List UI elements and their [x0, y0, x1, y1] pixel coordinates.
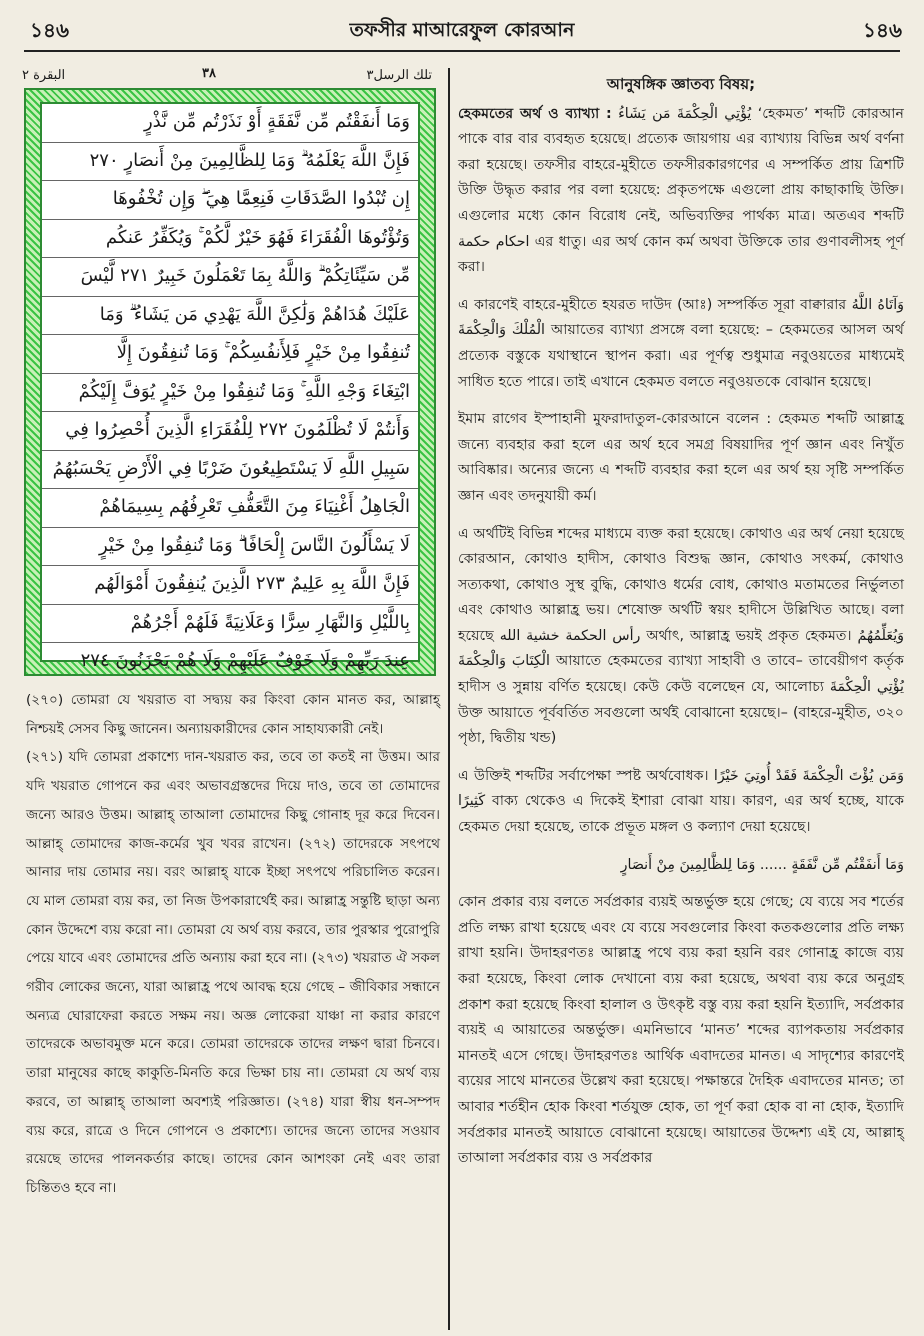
- quran-line: تُنفِقُوا مِنْ خَيْرٍ فَلِأَنفُسِكُمْ ۚ وَمَا تُنفِقُونَ إِلَّا: [42, 335, 418, 374]
- arabic-quote: يُؤْتِي الْحِكْمَةَ: [829, 679, 904, 696]
- commentary-paragraph: [458, 293, 904, 395]
- left-column: [22, 66, 440, 1326]
- commentary-paragraph: [458, 522, 904, 752]
- arabic-quote: وَيُعَلِّمُهُمُ الْكِتَابَ وَالْحِكْمَةَ: [458, 627, 905, 670]
- para-label: تلك الرسل٣: [366, 68, 432, 83]
- commentary-paragraph: [458, 764, 904, 841]
- arabic-quote: وَمَن يُؤْتَ الْحِكْمَةَ: [802, 767, 904, 784]
- paragraph-text: শব্দটি কোরআন পাকে বার বার ব্যবহৃত হয়েছে। প্রত্যেক জায়গায় এর ব্যাখ্যায় বিভিন্ন অর্থ বর্ণনা করা হয়েছে। তফসীর বাহরে-মুহীতে তফসীরকারগণের এ সম্পর্কিত প্রায় ত্রিশটি উক্তি উদ্ধৃত করার পর বলা হয়েছে: প্রকৃতপক্ষে এগুলো প্রায় কাছাকাছি উক্তি। এগুলোর মধ্যে কোন বিরোধ নেই, অভিব্যক্তির পার্থক্য মাত্র। অতএব শব্দটি احكام حكمة এর ধাতু। এর অর্থ কোন কর্ম অথবা উক্তিকে তার গুণাবলীসহ পূর্ণ করা।: [458, 105, 904, 276]
- quran-line: الْجَاهِلُ أَغْنِيَاءَ مِنَ التَّعَفُّفِ تَعْرِفُهُم بِسِيمَاهُمْ: [42, 489, 418, 528]
- paragraph-text: এ উক্তিই শব্দটির সর্বাপেক্ষা স্পষ্ট অর্থবোধক।: [458, 767, 709, 784]
- quran-line: سَبِيلِ اللَّهِ لَا يَسْتَطِيعُونَ ضَرْبًا فِي الْأَرْضِ يَحْسَبُهُمُ: [42, 451, 418, 490]
- quran-line: لَا يَسْأَلُونَ النَّاسَ إِلْحَافًا ۗ وَمَا تُنفِقُوا مِنْ خَيْرٍ: [42, 528, 418, 567]
- quran-line: وَمَا أَنفَقْتُم مِّن نَّفَقَةٍ أَوْ نَذَرْتُم مِّن نَّذْرٍ: [42, 104, 418, 143]
- surah-label: البقرة ٢: [22, 68, 66, 83]
- paragraph-text: অর্থাৎ, আল্লাহ্র ভয়ই প্রকৃত হেকমত।: [646, 627, 852, 644]
- page-header: [0, 0, 924, 58]
- right-column: [458, 66, 904, 1330]
- paragraph-text: উক্ত আয়াতে পূর্ববর্তিত সবগুলো অর্থই বোঝানো হয়েছে।– (বাহরে-মুহীত, ৩২০ পৃষ্ঠা, দ্বিতীয় খন্ড): [458, 704, 904, 747]
- quran-line: فَإِنَّ اللَّهَ بِهِ عَلِيمٌ ٢٧٣ الَّذِينَ يُنفِقُونَ أَمْوَالَهُم: [42, 566, 418, 605]
- quran-panel-header: [22, 66, 440, 88]
- arabic-quote: فَقَدْ أُوتِيَ خَيْرًا كَثِيرًا: [458, 767, 798, 810]
- quran-line: إِن تُبْدُوا الصَّدَقَاتِ فَنِعِمَّا هِيَ ۖ وَإِن تُخْفُوهَا: [42, 181, 418, 220]
- quran-line: ابْتِغَاءَ وَجْهِ اللَّهِ ۚ وَمَا تُنفِقُوا مِنْ خَيْرٍ يُوَفَّ إِلَيْكُمْ: [42, 374, 418, 413]
- arabic-quote: وَآتَاهُ اللَّهُ الْمُلْكَ وَالْحِكْمَةَ: [458, 296, 904, 339]
- paragraph-text: এ কারণেই বাহরে-মুহীতে হযরত দাউদ (আঃ) সম্পর্কিত সূরা বাক্বারার: [458, 296, 847, 313]
- page-number-right: ১৪৬: [863, 18, 902, 42]
- quran-text-panel: [40, 102, 420, 671]
- translation-block: [26, 686, 440, 1203]
- paragraph-text: আয়াতের ব্যাখ্যা প্রসঙ্গে বলা হয়েছে: – হেকমতের আসল অর্থ প্রত্যেক বস্তুকে যথাস্থানে স্থাপন করা। এর পূর্ণত্ব শুধুমাত্র নবুওয়তের মাধ্যমেই সাধিত হতে পারে। তাই এখানে হেকমত বলতে নবুওয়তকে বোঝান হয়েছে।: [458, 322, 904, 390]
- quran-line: عَلَيْكَ هُدَاهُمْ وَلَٰكِنَّ اللَّهَ يَهْدِي مَن يَشَاءُ ۗ وَمَا: [42, 297, 418, 336]
- term-quote: ‘হেকমত’: [757, 105, 809, 122]
- quran-line: وَتُؤْتُوهَا الْفُقَرَاءَ فَهُوَ خَيْرٌ لَّكُمْ ۚ وَيُكَفِّرُ عَنكُم: [42, 220, 418, 259]
- subheading: হেকমতের অর্থ ও ব্যাখ্যা :: [458, 105, 612, 122]
- arabic-quote: يُؤْتِي الْحِكْمَةَ مَن يَشَاءُ: [618, 105, 752, 122]
- paragraph-text: বাক্য থেকেও এ দিকেই ইশারা বোঝা যায়। কারণ, এর অর্থ হচ্ছে, যাকে হেকমত দেয়া হয়েছে, তাকে প্রভূত মঙ্গল ও কল্যাণ দেয়া হয়েছে।: [458, 793, 905, 836]
- paragraph-text: আয়াতে হেকমতের ব্যাখ্যা সাহাবী ও তাবে– তাবেয়ীগণ কর্তৃক হাদীস ও সুন্নায় বর্ণিত হয়েছে। কেউ কেউ বলেছেন যে, আলোচ্য: [458, 653, 904, 696]
- translation-paragraph: (২৭১) যদি তোমরা প্রকাশ্যে দান-খয়রাত কর, তবে তা কতই না উত্তম। আর যদি খয়রাত গোপনে কর এবং অভাবগ্রস্তদের দিয়ে দাও, তবে তা তোমাদের জন্যে আরও উত্তম। আল্লাহ্ তাআলা তোমাদের কিছু গোনাহ দূর করে দিবেন। আল্লাহ্ তোমাদের কাজ-কর্মের খুব খবর রাখেন। (২৭২) তাদেরকে সৎপথে আনার দায় তোমার নয়। বরং আল্লাহ্ যাকে ইচ্ছা সৎপথে পরিচালিত করেন। যে মাল তোমরা ব্যয় কর, তা নিজ উপকারার্থেই কর। আল্লাহ্র সন্তুষ্টি ছাড়া অন্য কোন উদ্দেশে ব্যয় করো না। তোমরা যে অর্থ ব্যয় করবে, তার পুরস্কার পুরোপুরি পেয়ে যাবে এবং তোমাদের প্রতি অন্যায় করা হবে না। (২৭৩) খয়রাত ঐ সকল গরীব লোকের জন্যে, যারা আল্লাহ্র পথে আবদ্ধ হয়ে গেছে – জীবিকার সন্ধানে অন্যত্র ঘোরাফেরা করতে সক্ষম নয়। অজ্ঞ লোকেরা যাঞ্চা না করার কারণে তাদেরকে অভাবমুক্ত মনে করে। তোমরা তাদেরকে তাদের লক্ষণ দ্বারা চিনবে। তারা মানুষের কাছে কাকুতি-মিনতি করে ভিক্ষা চায় না। তোমরা যে অর্থ ব্যয় করবে, তা আল্লাহ্ তাআলা অবশ্যই পরিজ্ঞাত। (২৭৪) যারা স্বীয় ধন-সম্পদ ব্যয় করে, রাত্রে ও দিনে গোপনে ও প্রকাশ্যে। তাদের জন্যে তাদের সওয়াব রয়েছে তাদের পালনকর্তার কাছে। তাদের কোন আশংকা নেই এবং তারা চিন্তিতও হবে না।: [26, 749, 441, 1196]
- quran-line: عِندَ رَبِّهِمْ وَلَا خَوْفٌ عَلَيْهِمْ وَلَا هُمْ يَحْزَنُونَ ٢٧٤: [80, 650, 410, 671]
- quran-line: فَإِنَّ اللَّهَ يَعْلَمُهُ ۗ وَمَا لِلظَّالِمِينَ مِنْ أَنصَارٍ ٢٧٠: [42, 143, 418, 182]
- section-heading: আনুষঙ্গিক জ্ঞাতব্য বিষয়;: [606, 75, 756, 93]
- ruku-number: ٣٨: [202, 66, 216, 81]
- paragraph-text: এ অর্থটিই বিভিন্ন শব্দের মাধ্যমে ব্যক্ত করা হয়েছে। কোথাও এর অর্থ নেয়া হয়েছে কোরআন, কোথাও হাদীস, কোথাও বিশুদ্ধ জ্ঞান, কোথাও সৎকর্ম, কোথাও সত্যকথা, কোথাও সুস্থ বুদ্ধি, কোথাও ধর্মের বোধ, কোথাও মতামতের নির্ভুলতা এবং কোথাও আল্লাহ্র ভয়। শেষোক্ত অর্থটি স্বয়ং হাদীসে উল্লিখিত আছে। বলা হয়েছে: [458, 525, 904, 644]
- running-title: তফসীর মাআরেফুল কোরআন: [349, 19, 575, 41]
- commentary-paragraph: কোন প্রকার ব্যয় বলতে সর্বপ্রকার ব্যয়ই অন্তর্ভুক্ত হয়ে গেছে; যে ব্যয়ে সব শর্তের প্রতি লক্ষ্য রাখা হয়েছে এবং যে ব্যয়ে সবগুলোর কিংবা কতকগুলোর প্রতি লক্ষ্য রাখা হয়নি। উদাহরণতঃ আল্লাহ্র পথে ব্যয় করা হয়নি বরং গোনাহ্র কাজে ব্যয় করা হয়েছে, কিংবা লোক দেখানো ব্যয় করা হয়েছে, অথবা ব্যয় করে অনুগ্রহ প্রকাশ করা হয়েছে কিংবা হালাল ও উৎকৃষ্ট বস্তু ব্যয় করা হয়নি ইত্যাদি, সর্বপ্রকার ব্যয়ই এ আয়াতের অন্তর্ভুক্ত। এমনিভাবে ‘মানত’ শব্দের ব্যাপকতায় সর্বপ্রকার মানতই এসে গেছে। উদাহরণতঃ আর্থিক এবাদতের মানত। এ সাদৃশ্যের কারণেই ব্যয়ের সাথে মানতের উল্লেখ করা হয়েছে। পক্ষান্তরে দৈহিক এবাদতের মানত; তা আবার শর্তহীন হোক কিংবা শর্তযুক্ত হোক, তা পূর্ণ করা হোক বা না হোক, ইত্যাদি সর্বপ্রকার মানতই আয়াতে বোঝানো হয়েছে। আয়াতের উদ্দেশ্য এই যে, আল্লাহ্ তাআলা সর্বপ্রকার ব্যয় ও সর্বপ্রকার: [458, 894, 904, 1167]
- header-rule: [24, 50, 900, 52]
- quran-line: مِّن سَيِّئَاتِكُمْ ۗ وَاللَّهُ بِمَا تَعْمَلُونَ خَبِيرٌ ٢٧١ لَّيْسَ: [42, 258, 418, 297]
- arabic-quote: رأس الحكمة خشية الله: [499, 627, 641, 644]
- commentary-paragraph: ইমাম রাগেব ইস্পাহানী মুফরাদাতুল-কোরআনে বলেন : হেকমত শব্দটি আল্লাহ্র জন্যে ব্যবহার করা হলে এর অর্থ হবে সমগ্র বিষয়াদির পূর্ণ জ্ঞান এবং নিখুঁত আবিষ্কার। অন্যের জন্যে এ শব্দটি ব্যবহার করা হলে এর অর্থ হয় সৃষ্টি সম্পর্কিত জ্ঞান এবং তদনুযায়ী কর্ম।: [458, 411, 904, 504]
- translation-paragraph: (২৭০) তোমরা যে খয়রাত বা সদ্ব্যয় কর কিংবা কোন মানত কর, আল্লাহ্ নিশ্চয়ই সেসব কিছু জানেন। অন্যায়কারীদের কোন সাহায্যকারী নেই।: [26, 692, 440, 737]
- quran-line: بِاللَّيْلِ وَالنَّهَارِ سِرًّا وَعَلَانِيَةً فَلَهُمْ أَجْرُهُمْ: [42, 605, 418, 644]
- quran-line: وَأَنتُمْ لَا تُظْلَمُونَ ٢٧٢ لِلْفُقَرَاءِ الَّذِينَ أُحْصِرُوا فِي: [42, 412, 418, 451]
- quran-frame: [24, 88, 436, 676]
- commentary-paragraph: [458, 102, 904, 281]
- page-number-left: ১৪৬: [30, 18, 69, 42]
- arabic-verse-heading: وَمَا أَنفَقْتُم مِّن نَّفَقَةٍ ...... وَمَا لِلظَّالِمِينَ مِنْ أَنصَارٍ: [620, 856, 904, 873]
- column-divider: [448, 68, 450, 1330]
